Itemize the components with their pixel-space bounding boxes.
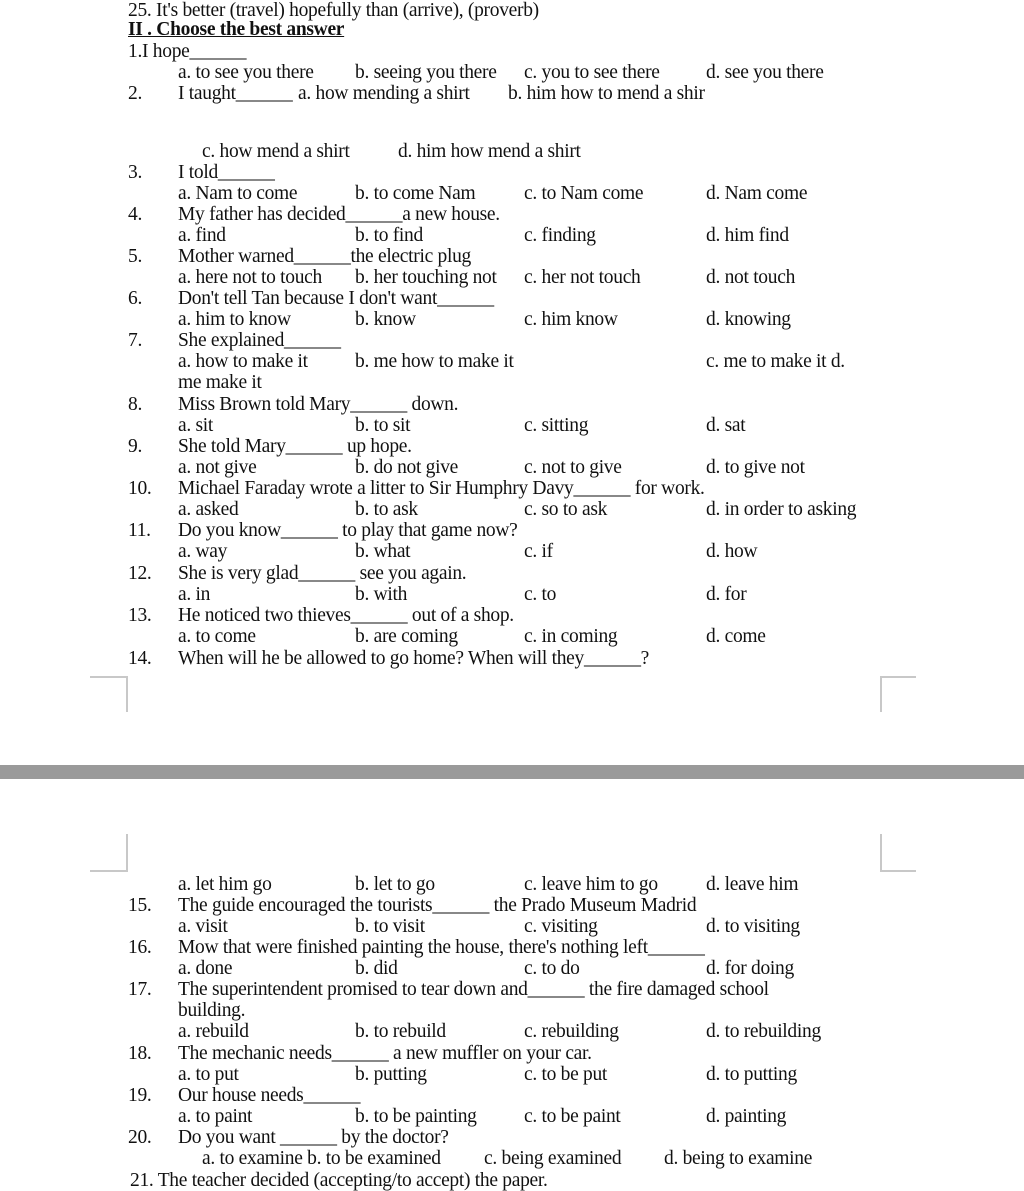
q3-option-d: d. Nam come xyxy=(706,183,808,204)
q13-stem: He noticed two thieves______ out of a shop. xyxy=(178,605,514,626)
q6-stem: Don't tell Tan because I don't want______ xyxy=(178,288,494,309)
q9-option-c: c. not to give xyxy=(524,457,622,478)
q7-number: 7. xyxy=(128,330,143,351)
q5-option-a: a. here not to touch xyxy=(178,267,322,288)
q12-option-d: d. for xyxy=(706,584,747,605)
q7-option-d: me make it xyxy=(178,372,262,393)
q1-option-d: d. see you there xyxy=(706,62,824,83)
q8-number: 8. xyxy=(128,394,143,415)
q12-option-c: c. to xyxy=(524,584,557,605)
question-21-partial: 21. The teacher decided (accepting/to accept) the paper. xyxy=(130,1170,548,1191)
q11-option-c: c. if xyxy=(524,541,553,562)
q4-option-c: c. finding xyxy=(524,225,596,246)
q2-number: 2. xyxy=(128,83,143,104)
page-2 xyxy=(0,779,1024,1191)
q11-option-d: d. how xyxy=(706,541,758,562)
q5-number: 5. xyxy=(128,246,143,267)
q6-option-a: a. him to know xyxy=(178,309,291,330)
q4-option-d: d. him find xyxy=(706,225,789,246)
q5-option-c: c. her not touch xyxy=(524,267,641,288)
q10-option-c: c. so to ask xyxy=(524,499,608,520)
q14-option-c: c. leave him to go xyxy=(524,874,658,895)
q3-number: 3. xyxy=(128,162,143,183)
q6-option-b: b. know xyxy=(355,309,416,330)
q15-option-d: d. to visiting xyxy=(706,916,800,937)
q10-option-d: d. in order to asking xyxy=(706,499,857,520)
q4-option-a: a. find xyxy=(178,225,226,246)
q13-option-c: c. in coming xyxy=(524,626,618,647)
q4-stem: My father has decided______a new house. xyxy=(178,204,500,225)
q13-option-a: a. to come xyxy=(178,626,256,647)
q17-option-d: d. to rebuilding xyxy=(706,1021,821,1042)
q18-option-c: c. to be put xyxy=(524,1064,608,1085)
q19-number: 19. xyxy=(128,1085,152,1106)
q6-option-d: d. knowing xyxy=(706,309,791,330)
q1-option-a: a. to see you there xyxy=(178,62,314,83)
q8-stem: Miss Brown told Mary______ down. xyxy=(178,394,459,415)
q15-option-c: c. visiting xyxy=(524,916,598,937)
corner-mark-top-right xyxy=(880,834,916,872)
q17-option-b: b. to rebuild xyxy=(355,1021,446,1042)
q4-option-b: b. to find xyxy=(355,225,423,246)
q16-stem: Mow that were finished painting the house, there's nothing left______ xyxy=(178,937,705,958)
q15-stem: The guide encouraged the tourists______ the Prado Museum Madrid xyxy=(178,895,697,916)
q16-option-d: d. for doing xyxy=(706,958,794,979)
q8-option-b: b. to sit xyxy=(355,415,411,436)
q6-number: 6. xyxy=(128,288,143,309)
q13-option-d: d. come xyxy=(706,626,766,647)
q14-option-b: b. let to go xyxy=(355,874,435,895)
q10-stem: Michael Faraday wrote a litter to Sir Humphry Davy______ for work. xyxy=(178,478,705,499)
q7-option-c: c. me to make it d. xyxy=(706,351,845,372)
q20-number: 20. xyxy=(128,1127,152,1148)
q18-option-d: d. to putting xyxy=(706,1064,797,1085)
q12-number: 12. xyxy=(128,563,152,584)
q18-option-a: a. to put xyxy=(178,1064,239,1085)
q13-option-b: b. are coming xyxy=(355,626,458,647)
q20-stem: Do you want ______ by the doctor? xyxy=(178,1127,449,1148)
q2-option-b: b. him how to mend a shir xyxy=(508,83,705,104)
q7-option-b: b. me how to make it xyxy=(355,351,514,372)
q12-option-a: a. in xyxy=(178,584,211,605)
q9-option-b: b. do not give xyxy=(355,457,459,478)
q3-option-a: a. Nam to come xyxy=(178,183,298,204)
q2-option-d: d. him how mend a shirt xyxy=(398,141,581,162)
q18-option-b: b. putting xyxy=(355,1064,427,1085)
q10-number: 10. xyxy=(128,478,152,499)
q4-number: 4. xyxy=(128,204,143,225)
q2-option-c: c. how mend a shirt xyxy=(202,141,350,162)
q20-option-c: c. being examined xyxy=(484,1148,622,1169)
q16-option-c: c. to do xyxy=(524,958,580,979)
q8-option-c: c. sitting xyxy=(524,415,589,436)
q19-stem: Our house needs______ xyxy=(178,1085,361,1106)
q9-number: 9. xyxy=(128,436,143,457)
q10-option-b: b. to ask xyxy=(355,499,418,520)
q8-option-a: a. sit xyxy=(178,415,214,436)
q17-stem: The superintendent promised to tear down and______ the fire damaged school xyxy=(178,979,769,1000)
q11-option-a: a. way xyxy=(178,541,228,562)
q12-option-b: b. with xyxy=(355,584,408,605)
q2-stem: I taught______ xyxy=(178,83,293,104)
q6-option-c: c. him know xyxy=(524,309,618,330)
q7-option-a: a. how to make it xyxy=(178,351,308,372)
q15-option-b: b. to visit xyxy=(355,916,425,937)
q9-option-a: a. not give xyxy=(178,457,257,478)
q2-option-a: a. how mending a shirt xyxy=(298,83,470,104)
corner-mark-bottom-right xyxy=(880,676,916,712)
page-break xyxy=(0,765,1024,779)
q3-stem: I told______ xyxy=(178,162,275,183)
q3-option-b: b. to come Nam xyxy=(355,183,476,204)
q16-option-a: a. done xyxy=(178,958,233,979)
q5-stem: Mother warned______the electric plug xyxy=(178,246,471,267)
q15-option-a: a. visit xyxy=(178,916,228,937)
q1-option-b: b. seeing you there xyxy=(355,62,497,83)
q17-option-a: a. rebuild xyxy=(178,1021,249,1042)
q14-stem: When will he be allowed to go home? When will they______? xyxy=(178,648,650,669)
corner-mark-top-left xyxy=(90,834,128,872)
q1-option-c: c. you to see there xyxy=(524,62,660,83)
section-heading: II . Choose the best answer xyxy=(128,19,345,40)
q20-option-ab: a. to examine b. to be examined xyxy=(202,1148,441,1169)
q19-option-c: c. to be paint xyxy=(524,1106,621,1127)
q17-stem-continued: building. xyxy=(178,1000,246,1021)
corner-mark-bottom-left xyxy=(90,676,128,712)
exercise-25: 25. It's better (travel) hopefully than (arrive), (proverb) xyxy=(128,0,539,21)
q13-number: 13. xyxy=(128,605,152,626)
q10-option-a: a. asked xyxy=(178,499,239,520)
q14-option-a: a. let him go xyxy=(178,874,272,895)
q9-stem: She told Mary______ up hope. xyxy=(178,436,412,457)
q17-number: 17. xyxy=(128,979,152,1000)
q17-option-c: c. rebuilding xyxy=(524,1021,619,1042)
q11-stem: Do you know______ to play that game now? xyxy=(178,520,518,541)
q11-option-b: b. what xyxy=(355,541,411,562)
q9-option-d: d. to give not xyxy=(706,457,805,478)
q20-option-d: d. being to examine xyxy=(664,1148,813,1169)
q19-option-d: d. painting xyxy=(706,1106,787,1127)
q14-option-d: d. leave him xyxy=(706,874,799,895)
q18-stem: The mechanic needs______ a new muffler on your car. xyxy=(178,1043,592,1064)
q15-number: 15. xyxy=(128,895,152,916)
q8-option-d: d. sat xyxy=(706,415,746,436)
q16-option-b: b. did xyxy=(355,958,398,979)
q12-stem: She is very glad______ see you again. xyxy=(178,563,467,584)
q5-option-b: b. her touching not xyxy=(355,267,497,288)
q14-number: 14. xyxy=(128,648,152,669)
q7-stem: She explained______ xyxy=(178,330,341,351)
q18-number: 18. xyxy=(128,1043,152,1064)
q5-option-d: d. not touch xyxy=(706,267,796,288)
q16-number: 16. xyxy=(128,937,152,958)
q11-number: 11. xyxy=(128,520,151,541)
question-1: 1.I hope______ xyxy=(128,41,247,62)
q19-option-a: a. to paint xyxy=(178,1106,253,1127)
q3-option-c: c. to Nam come xyxy=(524,183,644,204)
q19-option-b: b. to be painting xyxy=(355,1106,477,1127)
